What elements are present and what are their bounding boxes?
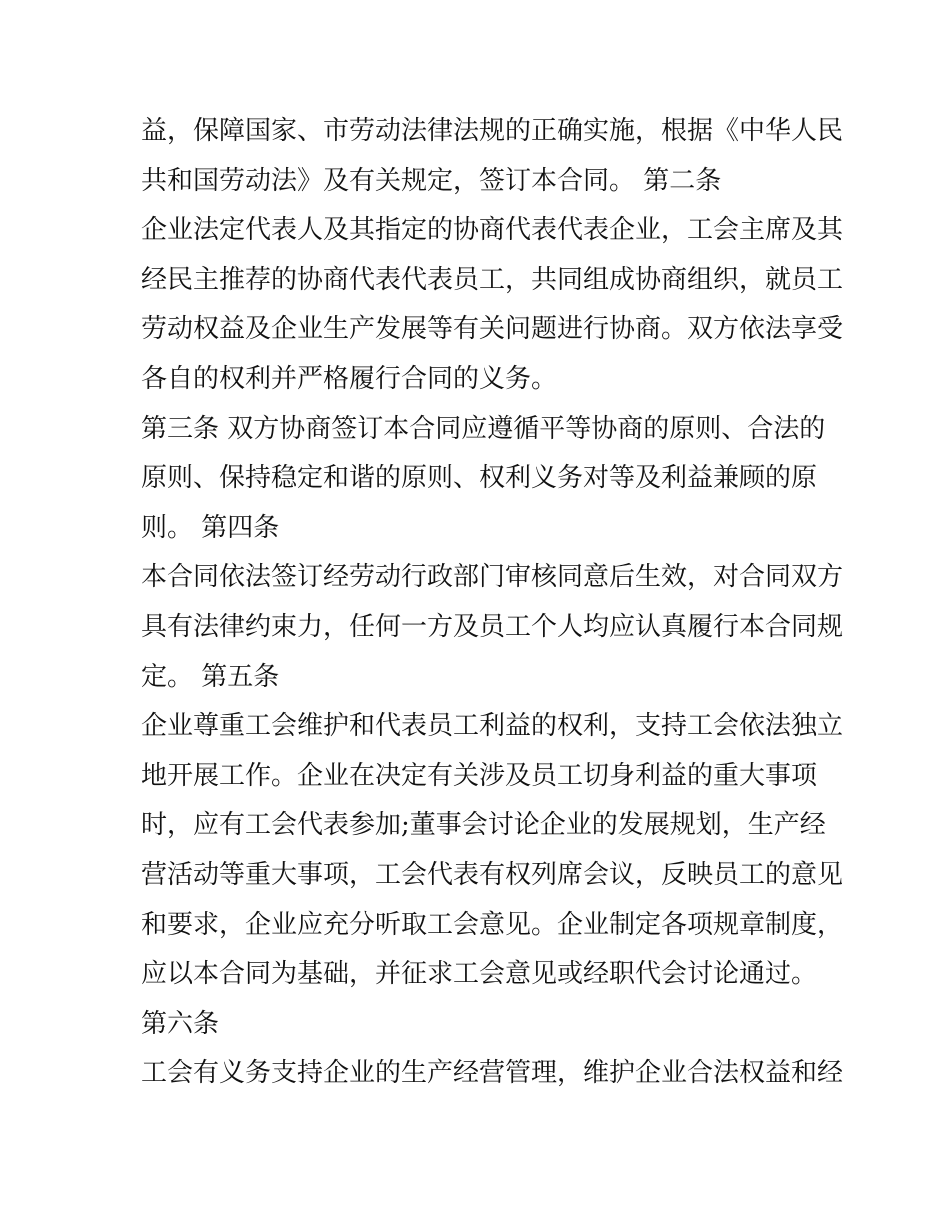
text-line: 共和国劳动法》及有关规定，签订本合同。 第二条 <box>141 165 722 196</box>
text-line: 具有法律约束力，任何一方及员工个人均应认真履行本合同规 <box>141 611 844 642</box>
text-line: 第六条 <box>141 1008 220 1039</box>
text-line: 时，应有工会代表参加;董事会讨论企业的发展规划，生产经 <box>141 810 826 841</box>
text-line: 各自的权利并严格履行合同的义务。 <box>141 363 558 394</box>
text-line: 第三条 双方协商签订本合同应遵循平等协商的原则、合法的 <box>141 413 826 444</box>
text-line: 则。 第四条 <box>141 512 280 543</box>
text-line: 本合同依法签订经劳动行政部门审核同意后生效，对合同双方 <box>141 562 844 593</box>
text-line: 地开展工作。企业在决定有关涉及员工切身利益的重大事项 <box>141 760 818 791</box>
text-line: 应以本合同为基础，并征求工会意见或经职代会讨论通过。 <box>141 959 818 990</box>
text-line: 经民主推荐的协商代表代表员工，共同组成协商组织，就员工 <box>141 264 844 295</box>
text-line: 定。 第五条 <box>141 661 280 692</box>
text-line: 营活动等重大事项，工会代表有权列席会议，反映员工的意见 <box>141 859 844 890</box>
text-line: 企业尊重工会维护和代表员工利益的权利，支持工会依法独立 <box>141 711 844 742</box>
text-line: 和要求，企业应充分听取工会意见。企业制定各项规章制度， <box>141 909 844 940</box>
text-line: 工会有义务支持企业的生产经营管理，维护企业合法权益和经 <box>141 1058 844 1089</box>
text-line: 益，保障国家、市劳动法律法规的正确实施，根据《中华人民 <box>141 116 844 146</box>
body-text <box>141 107 844 1099</box>
text-line: 原则、保持稳定和谐的原则、权利义务对等及利益兼顾的原 <box>141 463 818 494</box>
text-line: 劳动权益及企业生产发展等有关问题进行协商。双方依法享受 <box>141 314 844 345</box>
text-line: 企业法定代表人及其指定的协商代表代表企业，工会主席及其 <box>141 215 844 246</box>
